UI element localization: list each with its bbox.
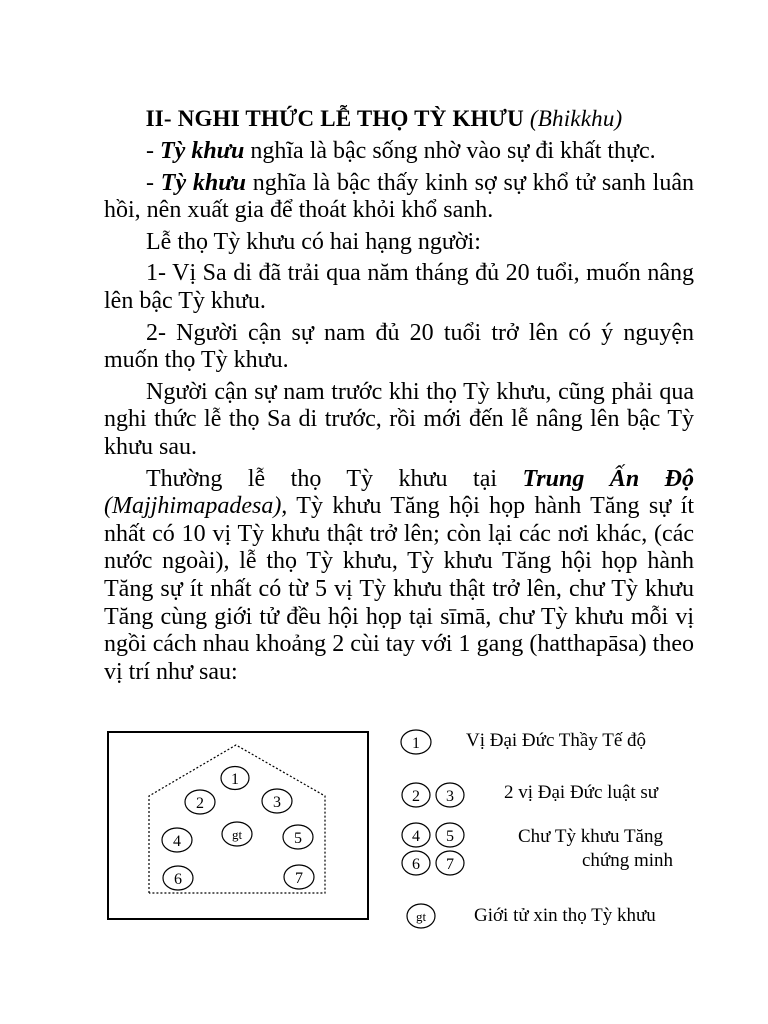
legend-label-witness-monks-line1: Chư Tỳ khưu Tăng	[518, 826, 663, 847]
section-heading	[0, 106, 768, 132]
paragraph-definition-1	[104, 138, 694, 166]
position-marker-1	[221, 767, 249, 790]
paragraph-item-2: 2- Người cận sự nam đủ 20 tuổi trở lên có ý nguyện muốn thọ Tỳ khưu.	[104, 319, 694, 374]
heading-pali-term: (Bhikkhu)	[529, 106, 623, 131]
place-pali: (Majjhimapadesa),	[104, 493, 288, 520]
svg-text:4: 4	[173, 833, 181, 850]
legend-marker-2	[402, 783, 430, 807]
place-name: Trung Ấn Độ	[522, 465, 694, 492]
position-marker-5	[283, 825, 313, 849]
paragraph-quorum	[104, 466, 694, 687]
position-marker-gt	[222, 822, 252, 846]
svg-text:1: 1	[231, 771, 239, 788]
svg-text:gt: gt	[231, 827, 243, 842]
svg-text:7: 7	[446, 856, 454, 873]
position-marker-6	[163, 866, 193, 890]
position-marker-3	[262, 789, 292, 813]
quorum-lead: Thường lễ thọ Tỳ khưu tại	[146, 465, 523, 492]
term-ty-khuu: Tỳ khưu	[160, 169, 246, 196]
dash: -	[146, 138, 160, 164]
legend-marker-gt	[407, 904, 435, 928]
svg-text:2: 2	[196, 795, 204, 812]
legend-marker-4	[402, 823, 430, 847]
paragraph-layman: Người cận sự nam trước khi thọ Tỳ khưu, cũng phải qua nghi thức lễ thọ Sa di trước, rồi mới đến lễ nâng lên bậc Tỳ khưu sau.	[104, 378, 694, 460]
svg-text:1: 1	[412, 735, 420, 752]
definition-text: nghĩa là bậc thấy kinh sợ sự khổ tử sanh luân hồi, nên xuất gia để thoát khỏi khổ sanh.	[104, 169, 694, 224]
svg-text:4: 4	[412, 828, 420, 845]
position-marker-4	[162, 828, 192, 852]
paragraph-item-1: 1- Vị Sa di đã trải qua năm tháng đủ 20 tuổi, muốn nâng lên bậc Tỳ khưu.	[104, 260, 694, 314]
heading-title: II- NGHI THỨC LỄ THỌ TỲ KHƯU	[145, 106, 524, 131]
svg-text:2: 2	[412, 788, 420, 805]
svg-text:7: 7	[295, 870, 303, 887]
paragraph-definition-2	[104, 170, 694, 225]
legend-label-preceptor: Vị Đại Đức Thầy Tế độ	[466, 730, 647, 751]
legend-marker-5	[436, 823, 464, 847]
legend-markers	[395, 725, 475, 935]
legend-label-witness-monks-line2: chứng minh	[582, 850, 674, 871]
position-marker-2	[185, 790, 215, 814]
svg-text:6: 6	[412, 856, 420, 873]
legend-marker-7	[436, 851, 464, 875]
definition-text: nghĩa là bậc sống nhờ vào sự đi khất thực.	[244, 138, 656, 164]
seating-diagram	[107, 731, 369, 920]
legend-label-candidate: Giới tử xin thọ Tỳ khưu	[474, 905, 656, 926]
svg-text:3: 3	[446, 788, 454, 805]
body-text	[104, 138, 694, 690]
legend-marker-1	[401, 730, 431, 754]
seating-diagram-svg	[109, 733, 367, 918]
svg-text:6: 6	[174, 871, 182, 888]
legend-marker-3	[436, 783, 464, 807]
svg-text:5: 5	[294, 830, 302, 847]
term-ty-khuu: Tỳ khưu	[160, 138, 245, 164]
svg-text:gt: gt	[415, 909, 427, 924]
quorum-text: Tỳ khưu Tăng hội họp hành Tăng sự ít nhất có 10 vị Tỳ khưu thật trở lên; còn lại các nơi khác, (các nước ngoài), lễ thọ Tỳ khưu, Tỳ khưu Tăng hội họp hành Tăng sự ít nhất có từ 5 vị Tỳ khưu thật trở lên, chư Tỳ khưu Tăng cùng giới tử đều hội họp tại sīmā, chư Tỳ khưu mỗi vị ngồi cách nhau khoảng 2 cùi tay với 1 gang (hatthapāsa) theo vị trí như sau:	[104, 493, 694, 685]
legend-label-vinaya-masters: 2 vị Đại Đức luật sư	[504, 782, 659, 803]
svg-text:3: 3	[273, 794, 281, 811]
dash: -	[146, 169, 161, 196]
position-marker-7	[284, 865, 314, 889]
svg-text:5: 5	[446, 828, 454, 845]
paragraph-two-kinds: Lễ thọ Tỳ khưu có hai hạng người:	[146, 228, 481, 255]
legend-marker-6	[402, 851, 430, 875]
